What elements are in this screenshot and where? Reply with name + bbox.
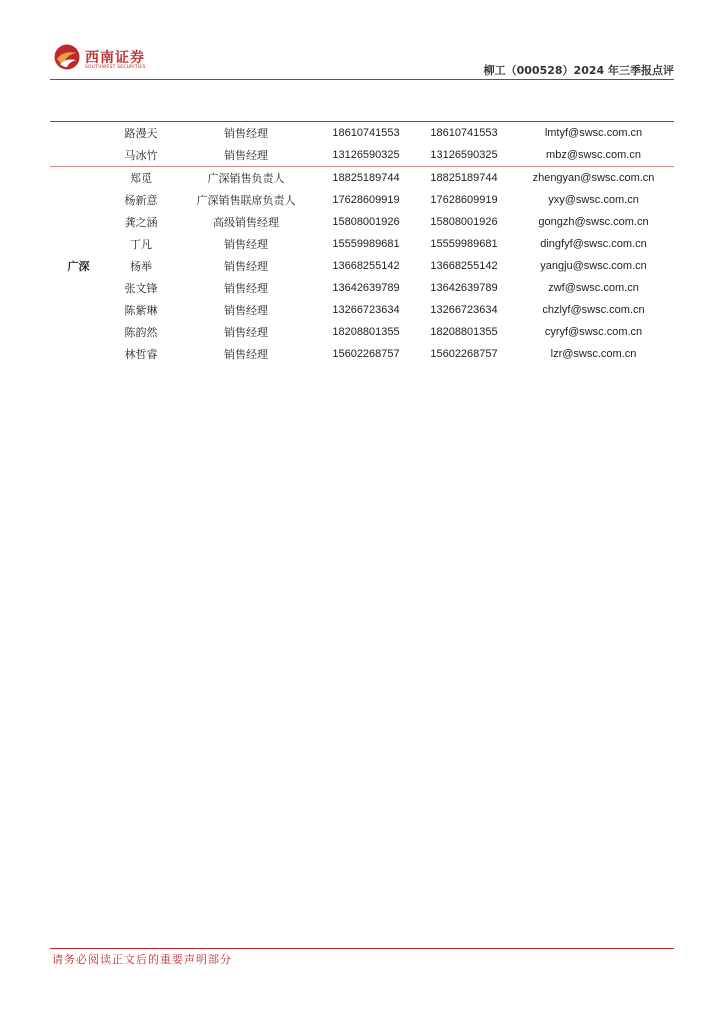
contact-title: 广深销售联席负责人 — [196, 194, 296, 207]
table-row — [50, 343, 674, 365]
contact-name: 马冰竹 — [124, 149, 158, 162]
contact-email: chzlyf@swsc.com.cn — [542, 304, 645, 316]
contact-email: cyryf@swsc.com.cn — [544, 326, 643, 338]
contact-mobile: 15808001926 — [430, 216, 498, 228]
contact-mobile: 18208801355 — [430, 326, 498, 338]
contact-email: zhengyan@swsc.com.cn — [532, 172, 655, 184]
table-row — [50, 167, 674, 189]
contact-title: 销售经理 — [224, 326, 268, 339]
contact-mobile: 13668255142 — [430, 260, 498, 272]
contact-mobile: 18610741553 — [430, 127, 498, 139]
contact-tel: 15559989681 — [332, 238, 400, 250]
table-row — [50, 321, 674, 343]
contact-tel: 18610741553 — [332, 127, 400, 139]
table-row — [50, 233, 674, 255]
contact-title: 销售经理 — [224, 260, 268, 273]
contact-email: gongzh@swsc.com.cn — [538, 216, 649, 228]
contact-email: lzr@swsc.com.cn — [550, 348, 637, 360]
contact-email: yangju@swsc.com.cn — [540, 260, 647, 272]
contact-name: 林哲睿 — [124, 348, 158, 361]
footer-divider — [50, 948, 674, 949]
contact-email: mbz@swsc.com.cn — [546, 149, 641, 161]
contact-mobile: 15602268757 — [430, 348, 498, 360]
contact-tel: 18825189744 — [332, 172, 400, 184]
table-row — [50, 122, 674, 144]
company-logo — [54, 44, 154, 74]
logo-emblem-icon — [54, 44, 80, 70]
table-row — [50, 189, 674, 211]
contact-name: 杨新意 — [124, 194, 158, 207]
contact-title: 销售经理 — [224, 238, 268, 251]
region-cell: 广深 — [67, 260, 90, 273]
contact-tel: 13266723634 — [332, 304, 400, 316]
contact-table — [50, 121, 674, 365]
contact-title: 销售经理 — [224, 304, 268, 317]
contact-email: lmtyf@swsc.com.cn — [544, 127, 643, 139]
contact-mobile: 15559989681 — [430, 238, 498, 250]
contact-email: zwf@swsc.com.cn — [548, 282, 639, 294]
table-row — [50, 144, 674, 166]
header-divider — [50, 79, 674, 80]
contact-title: 销售经理 — [224, 348, 268, 361]
contact-name: 丁凡 — [130, 238, 152, 251]
table-row — [50, 211, 674, 233]
contact-name: 龚之涵 — [124, 216, 158, 229]
contact-name: 陈紫琳 — [124, 304, 158, 317]
contact-tel: 15808001926 — [332, 216, 400, 228]
contact-tel: 17628609919 — [332, 194, 400, 206]
contact-title: 销售经理 — [224, 149, 268, 162]
contact-title: 高级销售经理 — [213, 216, 279, 229]
contact-tel: 15602268757 — [332, 348, 400, 360]
contact-email: yxy@swsc.com.cn — [548, 194, 639, 206]
logo-text-cn: 西南证券 — [85, 50, 145, 66]
logo-text-en: SOUTHWEST SECURITIES — [85, 65, 146, 70]
report-title: 柳工（000528）2024 年三季报点评 — [483, 64, 674, 77]
footer-disclaimer: 请务必阅读正文后的重要声明部分 — [52, 953, 232, 966]
table-group-guangshen — [50, 167, 674, 365]
contact-title: 销售经理 — [224, 282, 268, 295]
table-row — [50, 277, 674, 299]
contact-name: 陈韵然 — [124, 326, 158, 339]
contact-mobile: 18825189744 — [430, 172, 498, 184]
contact-mobile: 17628609919 — [430, 194, 498, 206]
contact-tel: 18208801355 — [332, 326, 400, 338]
region-cell — [50, 122, 107, 166]
contact-email: dingfyf@swsc.com.cn — [540, 238, 647, 250]
table-group-continued — [50, 122, 674, 166]
contact-title: 销售经理 — [224, 127, 268, 140]
contact-mobile: 13642639789 — [430, 282, 498, 294]
contact-mobile: 13266723634 — [430, 304, 498, 316]
contact-title: 广深销售负责人 — [207, 172, 285, 185]
contact-mobile: 13126590325 — [430, 149, 498, 161]
table-row — [50, 255, 674, 277]
contact-tel: 13126590325 — [332, 149, 400, 161]
contact-name: 张文锋 — [124, 282, 158, 295]
contact-name: 路漫天 — [124, 127, 158, 140]
contact-name: 杨举 — [130, 260, 152, 273]
contact-tel: 13668255142 — [332, 260, 400, 272]
contact-name: 郑觅 — [130, 172, 152, 185]
table-row — [50, 299, 674, 321]
contact-tel: 13642639789 — [332, 282, 400, 294]
